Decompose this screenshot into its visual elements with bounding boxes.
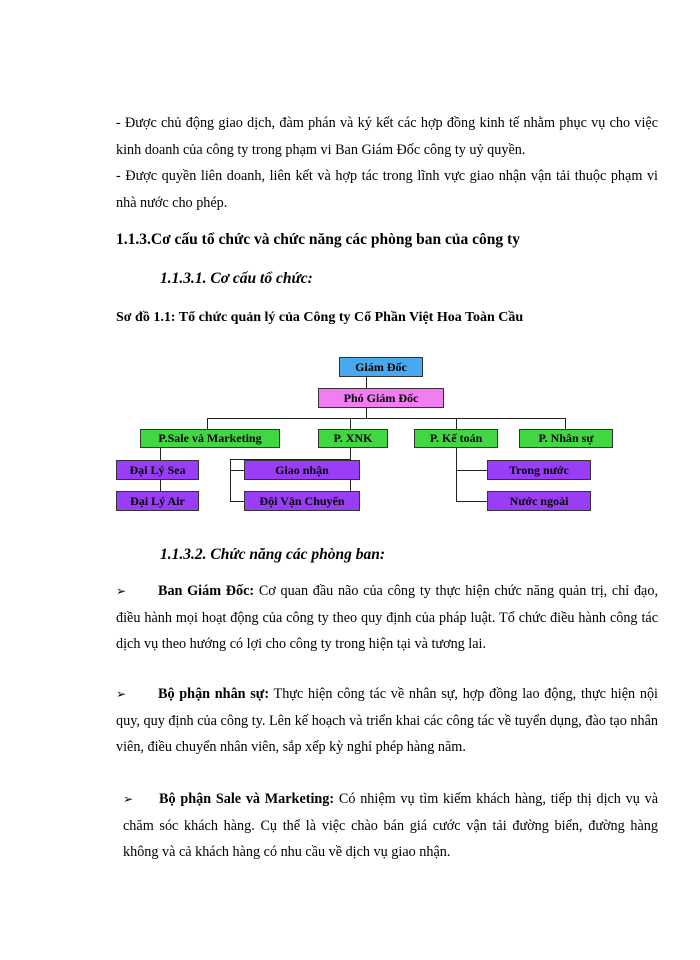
org-box-agent-sea: Đại Lý Sea	[116, 460, 199, 480]
function-bullet-hr	[116, 681, 658, 761]
arrow-bullet-icon: ➢	[116, 687, 127, 701]
arrow-bullet-icon: ➢	[116, 584, 127, 598]
bullet-title: Ban Giám Đốc:	[158, 583, 255, 599]
line-accounting-trunk	[456, 448, 457, 502]
line-to-domestic	[456, 470, 488, 471]
line-to-xnk	[350, 418, 351, 429]
bullet-title: Bộ phận Sale và Marketing:	[159, 791, 335, 807]
bullet-text: Cơ quan đầu não của công ty thực hiện chức năng quản trị, chỉ đạo, điều hành mọi hoạt động của công ty theo quy định của pháp luật. Tổ chức điều hành công tác dịch vụ theo hướng có lợi cho công ty trong hiện tại và tương lai.	[116, 583, 658, 652]
org-box-forwarding: Giao nhận	[244, 460, 360, 480]
line-to-foreign	[456, 501, 488, 502]
line-to-transport	[230, 501, 244, 502]
org-box-deputy: Phó Giám Đốc	[318, 388, 444, 408]
org-box-ceo: Giám Đốc	[339, 357, 423, 377]
bullet-text: Có nhiệm vụ tìm kiếm khách hàng, tiếp thị dịch vụ và chăm sóc khách hàng. Cụ thể là việc chào bán giá cước vận tải đường biển, đường hàng không và cả khách hàng có nhu cầu về dịch vụ giao nhận.	[123, 791, 659, 860]
org-box-domestic: Trong nước	[487, 460, 591, 480]
org-box-sales-marketing: P.Sale và Marketing	[140, 429, 280, 448]
bullet-title: Bộ phận nhân sự:	[158, 686, 270, 702]
org-box-hr: P. Nhân sự	[519, 429, 613, 448]
line-ceo-deputy	[366, 377, 367, 388]
org-box-foreign: Nước ngoài	[487, 491, 591, 511]
subsection-heading-functions: 1.1.3.2. Chức năng các phòng ban:	[160, 546, 386, 563]
org-box-accounting: P. Kế toán	[414, 429, 498, 448]
org-box-transport-team: Đội Vận Chuyển	[244, 491, 360, 511]
diagram-caption: Sơ đồ 1.1: Tổ chức quản lý của Công ty Cổ Phần Việt Hoa Toàn Cầu	[116, 310, 524, 325]
line-to-accounting	[456, 418, 457, 429]
intro-paragraph-2: - Được quyền liên doanh, liên kết và hợp tác trong lĩnh vực giao nhận vận tải thuộc phạm vi nhà nước cho phép.	[116, 168, 658, 211]
function-bullet-board	[116, 578, 658, 658]
subsection-heading-structure: 1.1.3.1. Cơ cấu tổ chức:	[160, 270, 313, 287]
line-to-forwarding	[230, 470, 244, 471]
org-box-agent-air: Đại Lý Air	[116, 491, 199, 511]
line-xnk-left-trunk	[230, 459, 231, 502]
line-department-bus	[207, 418, 565, 419]
arrow-bullet-icon: ➢	[123, 792, 134, 806]
org-box-xnk: P. XNK	[318, 429, 388, 448]
bullet-text: Thực hiện công tác về nhân sự, hợp đồng lao động, thực hiện nội quy, quy định của công ty. Lên kế hoạch và triển khai các công tác về tuyển dụng, đào tạo nhân viên, điều chuyển nhân viên, sắp xếp kỳ nghỉ phép hàng năm.	[116, 686, 658, 755]
line-to-hr	[565, 418, 566, 429]
intro-paragraph-1: - Được chủ động giao dịch, đàm phán và ký kết các hợp đồng kinh tế nhằm phục vụ cho việc kinh doanh của công ty trong phạm vi Ban Giám Đốc công ty uỷ quyền.	[116, 115, 658, 158]
line-to-sales	[207, 418, 208, 429]
section-heading: 1.1.3.Cơ cấu tổ chức và chức năng các phòng ban của công ty	[116, 231, 520, 248]
line-deputy-bus	[366, 408, 367, 418]
function-bullet-sales	[123, 786, 658, 866]
